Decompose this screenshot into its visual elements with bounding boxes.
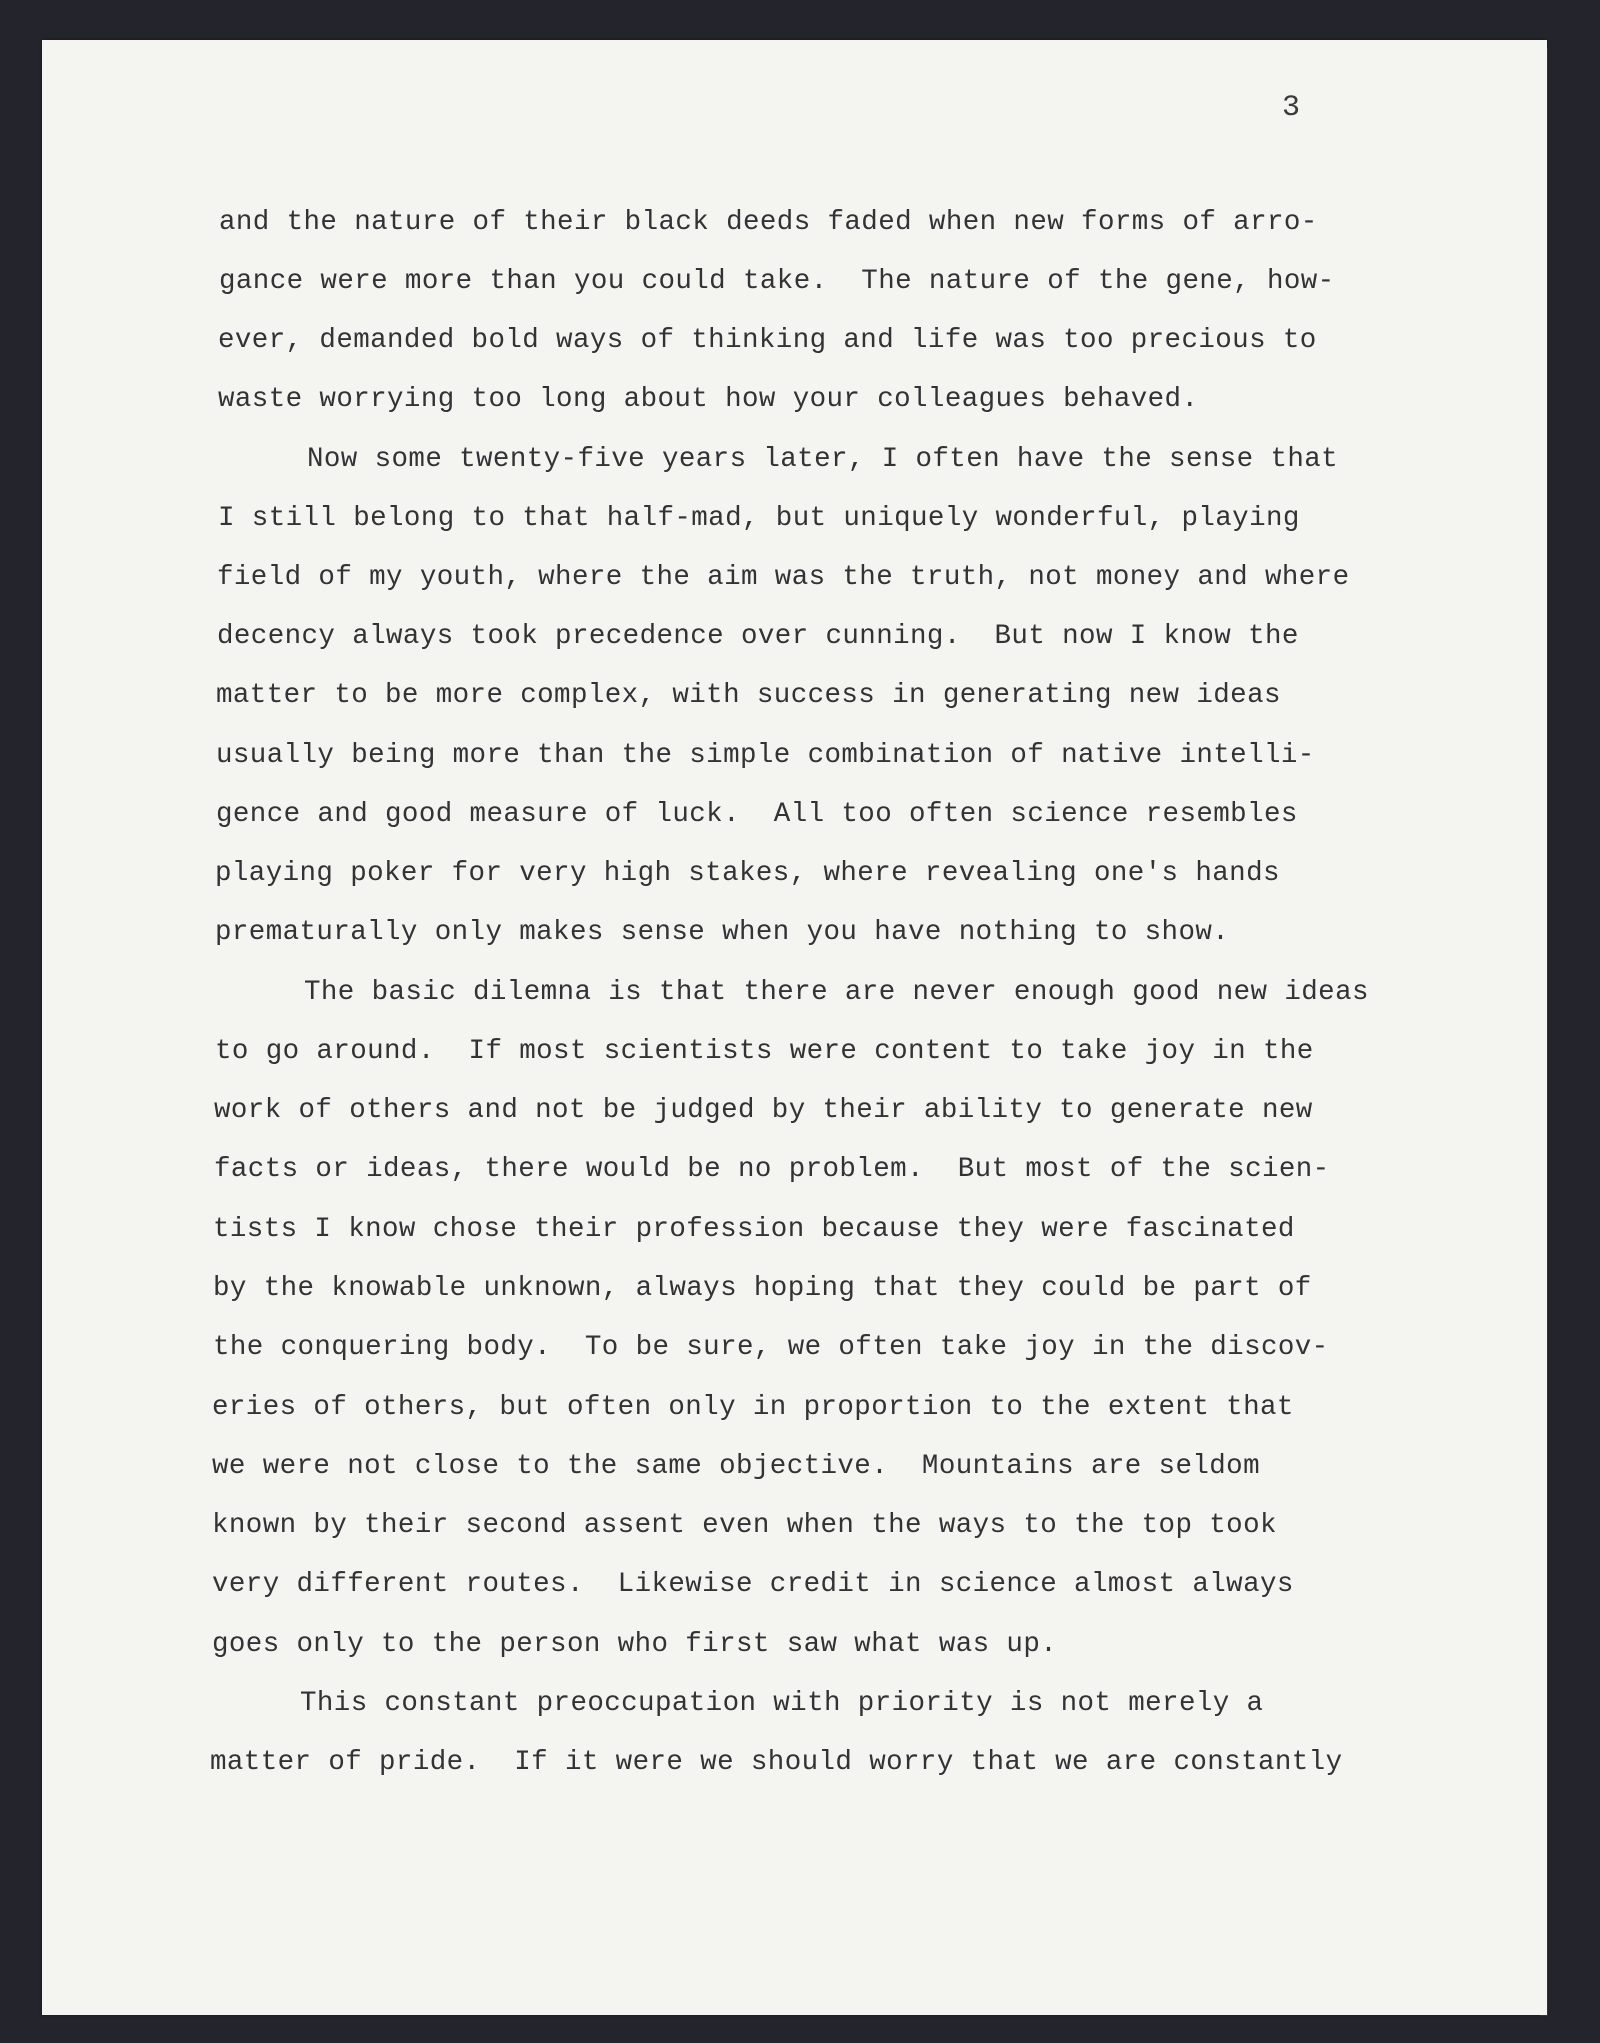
text-line: field of my youth, where the aim was the truth, not money and where [217, 562, 1350, 593]
text-line: This constant preoccupation with priority is not merely a [300, 1688, 1264, 1719]
text-line: prematurally only makes sense when you have nothing to show. [215, 917, 1230, 948]
text-line: gence and good measure of luck. All too often science resembles [216, 799, 1298, 830]
text-line: decency always took precedence over cunning. But now I know the [217, 621, 1299, 652]
text-line: playing poker for very high stakes, where revealing one's hands [215, 858, 1280, 889]
text-line: facts or ideas, there would be no problem. But most of the scien- [214, 1154, 1330, 1185]
text-line: gance were more than you could take. The nature of the gene, how- [219, 266, 1335, 297]
text-line: I still belong to that half-mad, but uniquely wonderful, playing [218, 503, 1300, 534]
text-line: we were not close to the same objective. Mountains are seldom [212, 1451, 1260, 1482]
text-line: very different routes. Likewise credit in science almost always [212, 1569, 1294, 1600]
text-line: work of others and not be judged by their ability to generate new [214, 1095, 1313, 1126]
text-line: by the knowable unknown, always hoping that they could be part of [213, 1273, 1312, 1304]
text-line: goes only to the person who first saw what was up. [212, 1629, 1058, 1660]
text-line: matter to be more complex, with success in generating new ideas [216, 680, 1281, 711]
text-line: ever, demanded bold ways of thinking and life was too precious to [218, 325, 1317, 356]
text-line: The basic dilemna is that there are never enough good new ideas [304, 977, 1369, 1008]
text-line: tists I know chose their profession because they were fascinated [213, 1214, 1295, 1245]
text-line: to go around. If most scientists were content to take joy in the [215, 1036, 1314, 1067]
text-line: the conquering body. To be sure, we often take joy in the discov- [213, 1332, 1329, 1363]
text-line: matter of pride. If it were we should worry that we are constantly [210, 1747, 1343, 1778]
text-line: waste worrying too long about how your colleagues behaved. [218, 384, 1199, 415]
text-line: eries of others, but often only in proportion to the extent that [212, 1392, 1294, 1423]
text-line: known by their second assent even when the ways to the top took [212, 1510, 1277, 1541]
text-line: Now some twenty-five years later, I often have the sense that [307, 444, 1339, 475]
text-line: and the nature of their black deeds faded when new forms of arro- [219, 207, 1318, 238]
text-line: usually being more than the simple combination of native intelli- [216, 740, 1315, 771]
page-number: 3 [1282, 91, 1301, 125]
